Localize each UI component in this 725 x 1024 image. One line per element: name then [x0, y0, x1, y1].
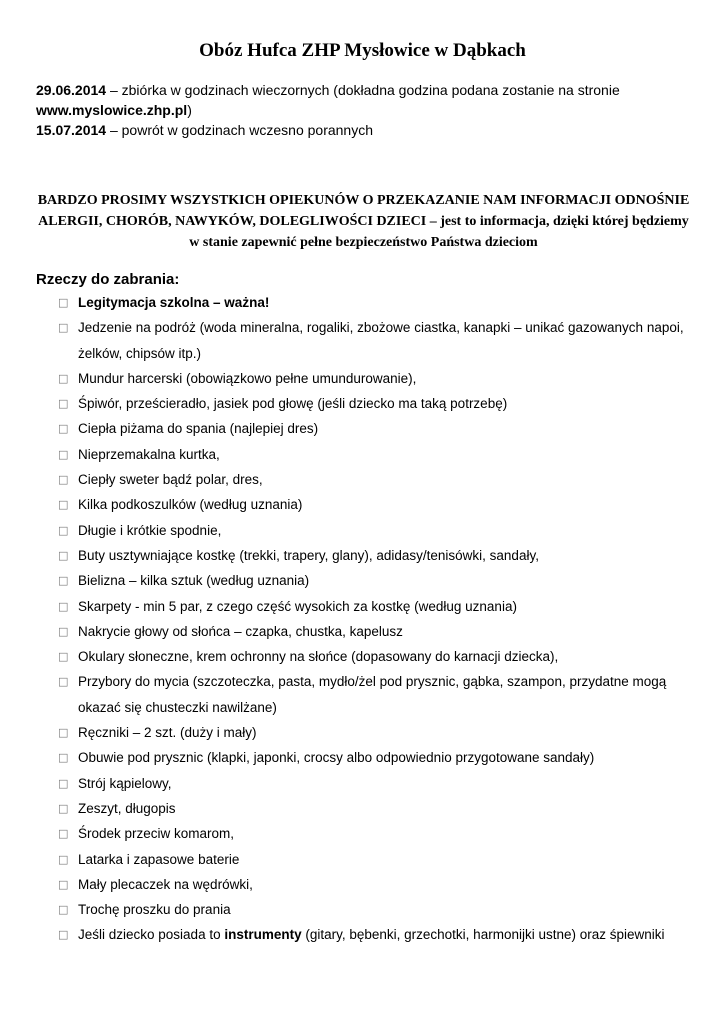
things-heading: Rzeczy do zabrania: — [36, 271, 180, 288]
list-item — [58, 366, 698, 391]
list-item-text: Ciepła piżama do spania (najlepiej dres) — [78, 421, 319, 437]
website-link[interactable]: www.myslowice.zhp.pl — [36, 102, 188, 118]
list-item — [58, 771, 698, 796]
list-item-text: Strój kąpielowy, — [78, 775, 172, 791]
empty-square-icon: □ — [58, 827, 69, 841]
page-title: Obóz Hufca ZHP Mysłowice w Dąbkach — [199, 40, 526, 61]
departure-line — [36, 80, 696, 120]
empty-square-icon: □ — [58, 801, 69, 815]
list-item-text: Nakrycie głowy od słońca – czapka, chustka, kapelusz — [78, 623, 403, 639]
things-list — [58, 290, 698, 948]
list-item — [58, 391, 698, 416]
empty-square-icon: □ — [58, 650, 69, 664]
list-item — [58, 720, 698, 745]
list-item-text — [78, 922, 698, 947]
empty-square-icon: □ — [58, 903, 69, 917]
empty-square-icon: □ — [58, 296, 69, 309]
empty-square-icon: □ — [58, 599, 69, 613]
list-item — [58, 543, 698, 568]
list-item — [58, 922, 698, 947]
list-item — [58, 442, 698, 467]
list-item-text: Ciepły sweter bądź polar, dres, — [78, 472, 263, 488]
empty-square-icon: □ — [58, 877, 69, 891]
date-info — [36, 80, 696, 140]
return-text: – powrót w godzinach wczesno porannych — [106, 122, 374, 138]
empty-square-icon: □ — [58, 776, 69, 790]
empty-square-icon: □ — [58, 447, 69, 461]
empty-square-icon: □ — [58, 675, 69, 689]
return-line — [36, 120, 696, 140]
list-item — [58, 416, 698, 441]
empty-square-icon: □ — [58, 852, 69, 866]
list-item — [58, 290, 698, 315]
empty-square-icon: □ — [58, 624, 69, 638]
empty-square-icon: □ — [58, 498, 69, 512]
list-item-text: Legitymacja szkolna – ważna! — [78, 295, 270, 310]
empty-square-icon: □ — [58, 422, 69, 436]
list-item — [58, 619, 698, 644]
list-item-text: Zeszyt, długopis — [78, 800, 176, 816]
list-item-text: Okulary słoneczne, krem ochronny na słońce (dopasowany do karnacji dziecka), — [78, 649, 559, 665]
list-item-text: Długie i krótkie spodnie, — [78, 522, 222, 538]
return-date: 15.07.2014 — [36, 122, 107, 138]
empty-square-icon: □ — [58, 473, 69, 487]
list-item-text: Skarpety - min 5 par, z czego część wysokich za kostkę (według uznania) — [78, 598, 517, 614]
list-item-text: Mundur harcerski (obowiązkowo pełne umundurowanie), — [78, 370, 417, 386]
list-item-text: Mały plecaczek na wędrówki, — [78, 876, 253, 892]
list-item — [58, 745, 698, 770]
list-item-text: Kilka podkoszulków (według uznania) — [78, 497, 303, 513]
list-item — [58, 847, 698, 872]
list-item — [58, 518, 698, 543]
list-item-text: Latarka i zapasowe baterie — [78, 851, 240, 867]
list-item — [58, 821, 698, 846]
list-item-text-bold: instrumenty — [224, 927, 302, 943]
list-item-text-end: (gitary, bębenki, grzechotki, harmonijki ustne) oraz śpiewniki — [301, 927, 665, 943]
list-item-text: Obuwie pod prysznic (klapki, japonki, crocsy albo odpowiednio przygotowane sandały) — [78, 750, 595, 766]
list-item-text: Bielizna – kilka sztuk (według uznania) — [78, 573, 310, 589]
list-item — [58, 467, 698, 492]
list-item — [58, 492, 698, 517]
list-item — [58, 796, 698, 821]
empty-square-icon: □ — [58, 523, 69, 537]
list-item-text: Ręczniki – 2 szt. (duży i mały) — [78, 725, 257, 741]
empty-square-icon: □ — [58, 751, 69, 765]
list-item — [58, 568, 698, 593]
list-item — [58, 644, 698, 669]
empty-square-icon: □ — [58, 548, 69, 562]
list-item-text: Środek przeciw komarom, — [78, 826, 235, 842]
departure-text-end: ) — [187, 102, 192, 118]
empty-square-icon: □ — [58, 726, 69, 740]
list-item-text: Śpiwór, prześcieradło, jasiek pod głowę (jeśli dziecko ma taką potrzebę) — [78, 396, 508, 412]
list-item-text: Przybory do mycia (szczoteczka, pasta, mydło/żel pod prysznic, gąbka, szampon, przydatne mogą okazać się chusteczki nawilżane) — [78, 674, 667, 715]
list-item-text: Trochę proszku do prania — [78, 902, 231, 918]
list-item-text: Nieprzemakalna kurtka, — [78, 446, 220, 462]
list-item — [58, 315, 698, 366]
departure-text: – zbiórka w godzinach wieczornych (dokładna godzina podana zostanie na stronie — [106, 82, 620, 98]
empty-square-icon: □ — [58, 371, 69, 385]
parent-notice: BARDZO PROSIMY WSZYSTKICH OPIEKUNÓW O PRZEKAZANIE NAM INFORMACJI ODNOŚNIE ALERGII, CHORÓB, NAWYKÓW, DOLEGLIWOŚCI DZIECI – jest to informacja, dzięki której będziemy w stanie zapewnić pełne bezpieczeństwo Państwa dzieciom — [37, 193, 690, 250]
empty-square-icon: □ — [58, 397, 69, 411]
list-item-text: Buty usztywniające kostkę (trekki, trapery, glany), adidasy/tenisówki, sandały, — [78, 547, 539, 563]
empty-square-icon: □ — [58, 928, 69, 942]
empty-square-icon: □ — [58, 321, 69, 335]
list-item — [58, 669, 698, 720]
empty-square-icon: □ — [58, 574, 69, 588]
list-item-text: Jedzenie na podróż (woda mineralna, rogaliki, zbożowe ciastka, kanapki – unikać gazowanych napoi, żelków, chipsów itp.) — [78, 320, 684, 361]
list-item — [58, 594, 698, 619]
departure-date: 29.06.2014 — [36, 82, 107, 98]
list-item-text-start: Jeśli dziecko posiada to — [78, 927, 225, 943]
list-item — [58, 897, 698, 922]
list-item — [58, 872, 698, 897]
